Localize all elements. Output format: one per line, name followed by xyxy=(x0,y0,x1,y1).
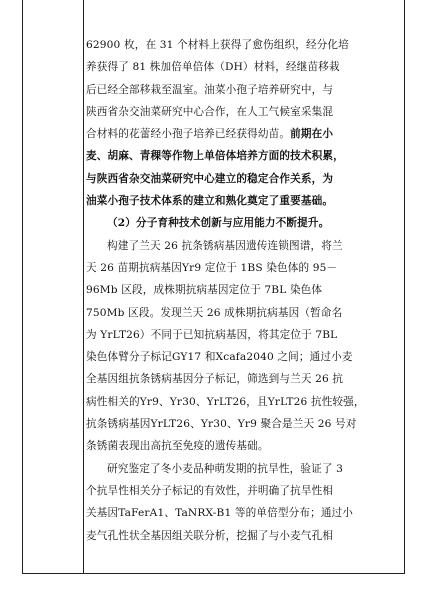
column-divider xyxy=(83,0,84,574)
document-body xyxy=(86,34,386,547)
mixed-line-text xyxy=(86,128,333,140)
text-line: 750Mb 区段。发现兰天 26 成株期抗病基因（暂命名 xyxy=(86,306,343,319)
text-line-bold: 麦、胡麻、青稞等作物上单倍体培养方面的技术积累， xyxy=(86,150,344,163)
text-line: 条锈菌表现出高抗至免疫的遗传基础。 xyxy=(86,440,269,453)
text-line: 62900 枚，在 31 个材料上获得了愈伤组织，经分化培 xyxy=(86,39,349,51)
text-bold-part: 前期在小 xyxy=(290,128,334,141)
text-line: 个抗旱性相关分子标记的有效性，并明确了抗旱性相 xyxy=(86,484,334,497)
text-line: 病性相关的Yr9、Yr30、YrLT26，且YrLT26 抗性较强， xyxy=(86,395,365,408)
text-line: 后已经全部移栽至温室。油菜小孢子培养研究中，与 xyxy=(86,83,334,96)
text-line: 麦气孔性状全基因组关联分析，挖掘了与小麦气孔相 xyxy=(86,529,334,542)
text-line-mixed xyxy=(86,123,386,145)
text-line: 养获得了 81 株加倍单倍体（DH）材料，经继苗移栽 xyxy=(86,61,340,74)
text-line: 为 YrLT26）不同于已知抗病基因，将其定位于 7BL xyxy=(86,328,338,341)
text-line: 抗条锈病基因YrLT26、Yr30、Yr9 聚合是兰天 26 号对 xyxy=(86,418,357,431)
text-line: 96Mb 区段，成株期抗病基因定位于 7BL 染色体 xyxy=(86,284,323,297)
section-heading: （2）分子育种技术创新与应用能力不断提升。 xyxy=(107,217,330,230)
text-line: 天 26 苗期抗病基因Yr9 定位于 1BS 染色体的 95－ xyxy=(86,261,338,274)
text-line: 全基因组抗条锈病基因分子标记，筛选到与兰天 26 抗 xyxy=(86,373,344,386)
text-line: 陕西省杂交油菜研究中心合作，在人工气候室采集混 xyxy=(86,105,334,118)
text-line-bold: 与陕西省杂交油菜研究中心建立的稳定合作关系，为 xyxy=(86,172,334,185)
text-line: 染色体臂分子标记GY17 和Xcafa2040 之间；通过小麦 xyxy=(86,351,353,364)
text-line-bold: 油菜小孢子技术体系的建立和熟化奠定了重要基础。 xyxy=(86,195,334,208)
text-line: 构建了兰天 26 抗条锈病基因遗传连锁图谱，将兰 xyxy=(107,239,343,252)
text-line: 关基因TaFerA1、TaNRX-B1 等的单倍型分布；通过小 xyxy=(86,507,354,520)
text-plain-part: 合材料的花蕾经小孢子培养已经获得幼苗。 xyxy=(86,128,291,141)
text-line: 研究鉴定了冬小麦品种萌发期的抗旱性，验证了 3 xyxy=(107,462,344,475)
